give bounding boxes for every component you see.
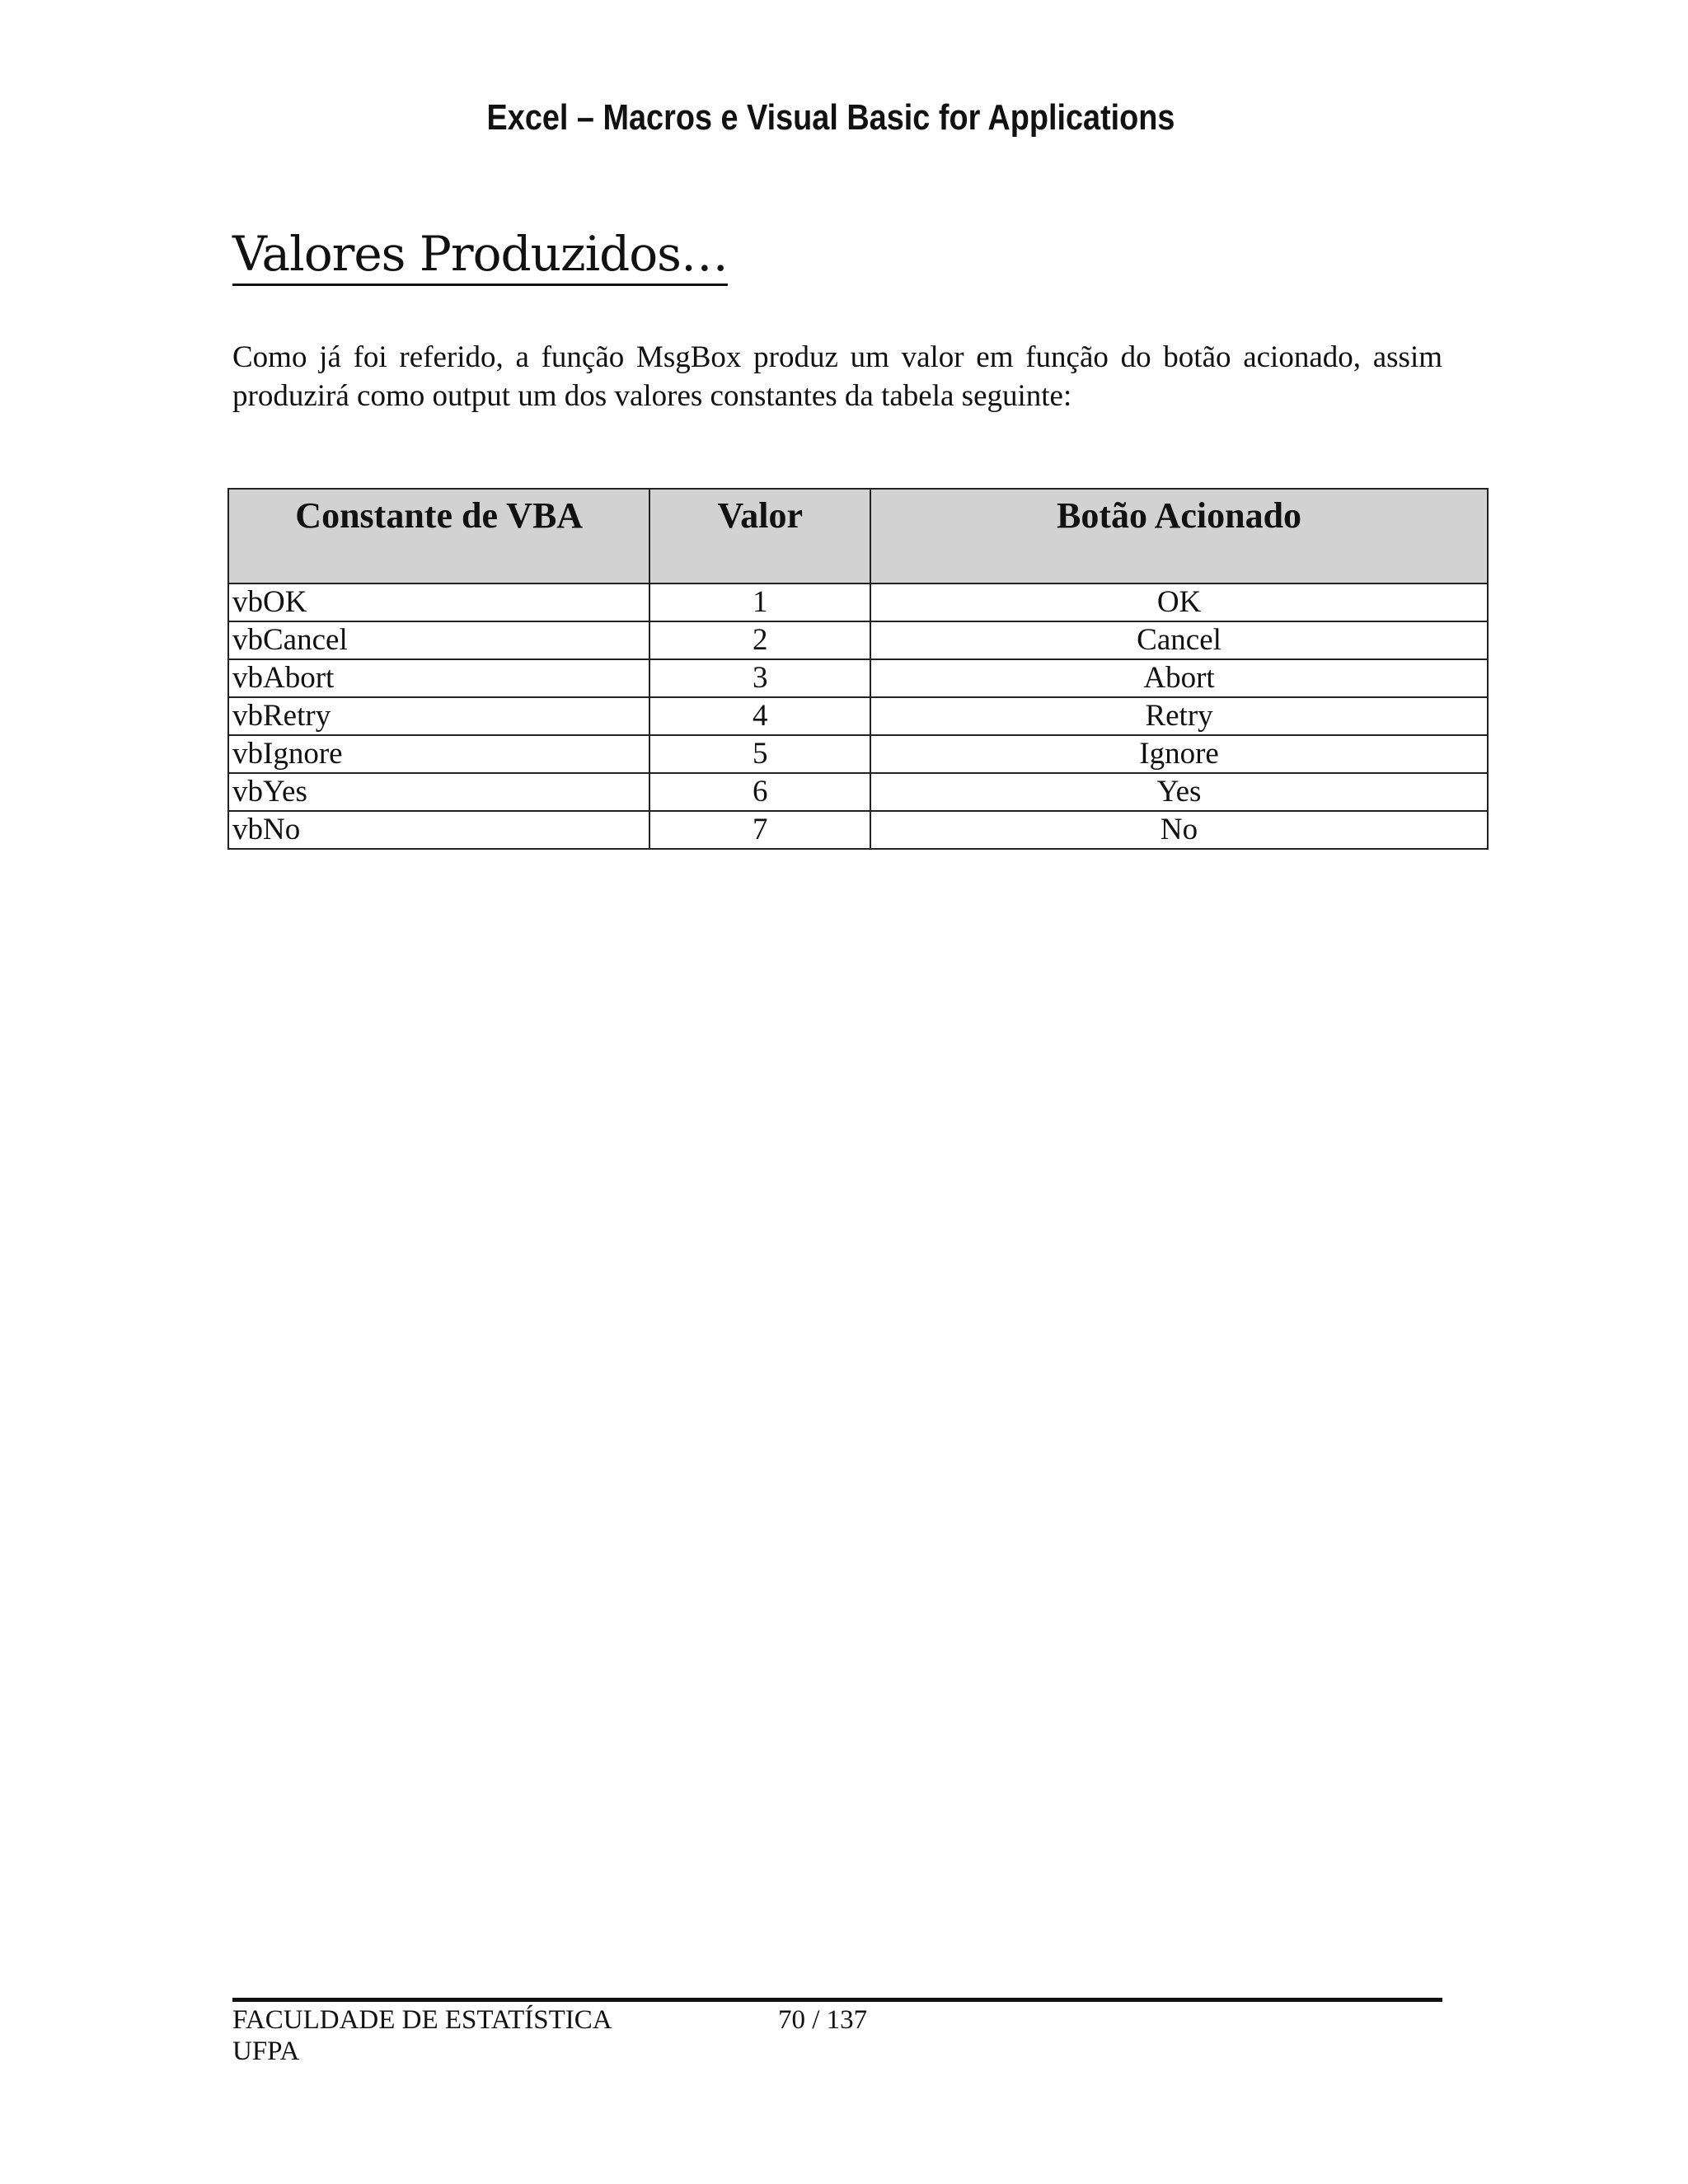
table-row bbox=[228, 773, 1488, 811]
cell-button: Ignore bbox=[870, 735, 1488, 773]
column-header-constant: Constante de VBA bbox=[228, 489, 649, 583]
cell-value: 3 bbox=[649, 659, 870, 697]
cell-constant: vbYes bbox=[228, 773, 649, 811]
table-row bbox=[228, 811, 1488, 849]
footer-faculty: FACULDADE DE ESTATÍSTICA bbox=[232, 2005, 612, 2035]
cell-value: 5 bbox=[649, 735, 870, 773]
footer-organization bbox=[232, 2004, 612, 2067]
cell-button: Yes bbox=[870, 773, 1488, 811]
cell-button: Abort bbox=[870, 659, 1488, 697]
table-row bbox=[228, 697, 1488, 735]
column-header-value: Valor bbox=[649, 489, 870, 583]
cell-value: 4 bbox=[649, 697, 870, 735]
cell-constant: vbNo bbox=[228, 811, 649, 849]
cell-constant: vbAbort bbox=[228, 659, 649, 697]
cell-value: 2 bbox=[649, 621, 870, 659]
table-row bbox=[228, 621, 1488, 659]
column-header-button: Botão Acionado bbox=[870, 489, 1488, 583]
cell-value: 1 bbox=[649, 583, 870, 621]
cell-value: 7 bbox=[649, 811, 870, 849]
cell-button: OK bbox=[870, 583, 1488, 621]
cell-constant: vbIgnore bbox=[228, 735, 649, 773]
cell-constant: vbRetry bbox=[228, 697, 649, 735]
cell-button: Retry bbox=[870, 697, 1488, 735]
cell-button: No bbox=[870, 811, 1488, 849]
intro-paragraph: Como já foi referido, a função MsgBox produz um valor em função do botão acionado, assim produzirá como output um dos valores constantes da tabela seguinte: bbox=[232, 340, 1442, 413]
cell-constant: vbOK bbox=[228, 583, 649, 621]
table-row bbox=[228, 659, 1488, 697]
footer-divider bbox=[232, 1998, 1442, 2002]
footer-university: UFPA bbox=[232, 2036, 300, 2066]
table-header-row bbox=[228, 489, 1488, 583]
cell-button: Cancel bbox=[870, 621, 1488, 659]
cell-constant: vbCancel bbox=[228, 621, 649, 659]
table-row bbox=[228, 735, 1488, 773]
running-header: Excel – Macros e Visual Basic for Applications bbox=[486, 97, 1175, 138]
table-row bbox=[228, 583, 1488, 621]
section-title: Valores Produzidos… bbox=[232, 227, 728, 286]
constants-table bbox=[227, 488, 1489, 850]
cell-value: 6 bbox=[649, 773, 870, 811]
page-number: 70 / 137 bbox=[778, 2005, 868, 2035]
